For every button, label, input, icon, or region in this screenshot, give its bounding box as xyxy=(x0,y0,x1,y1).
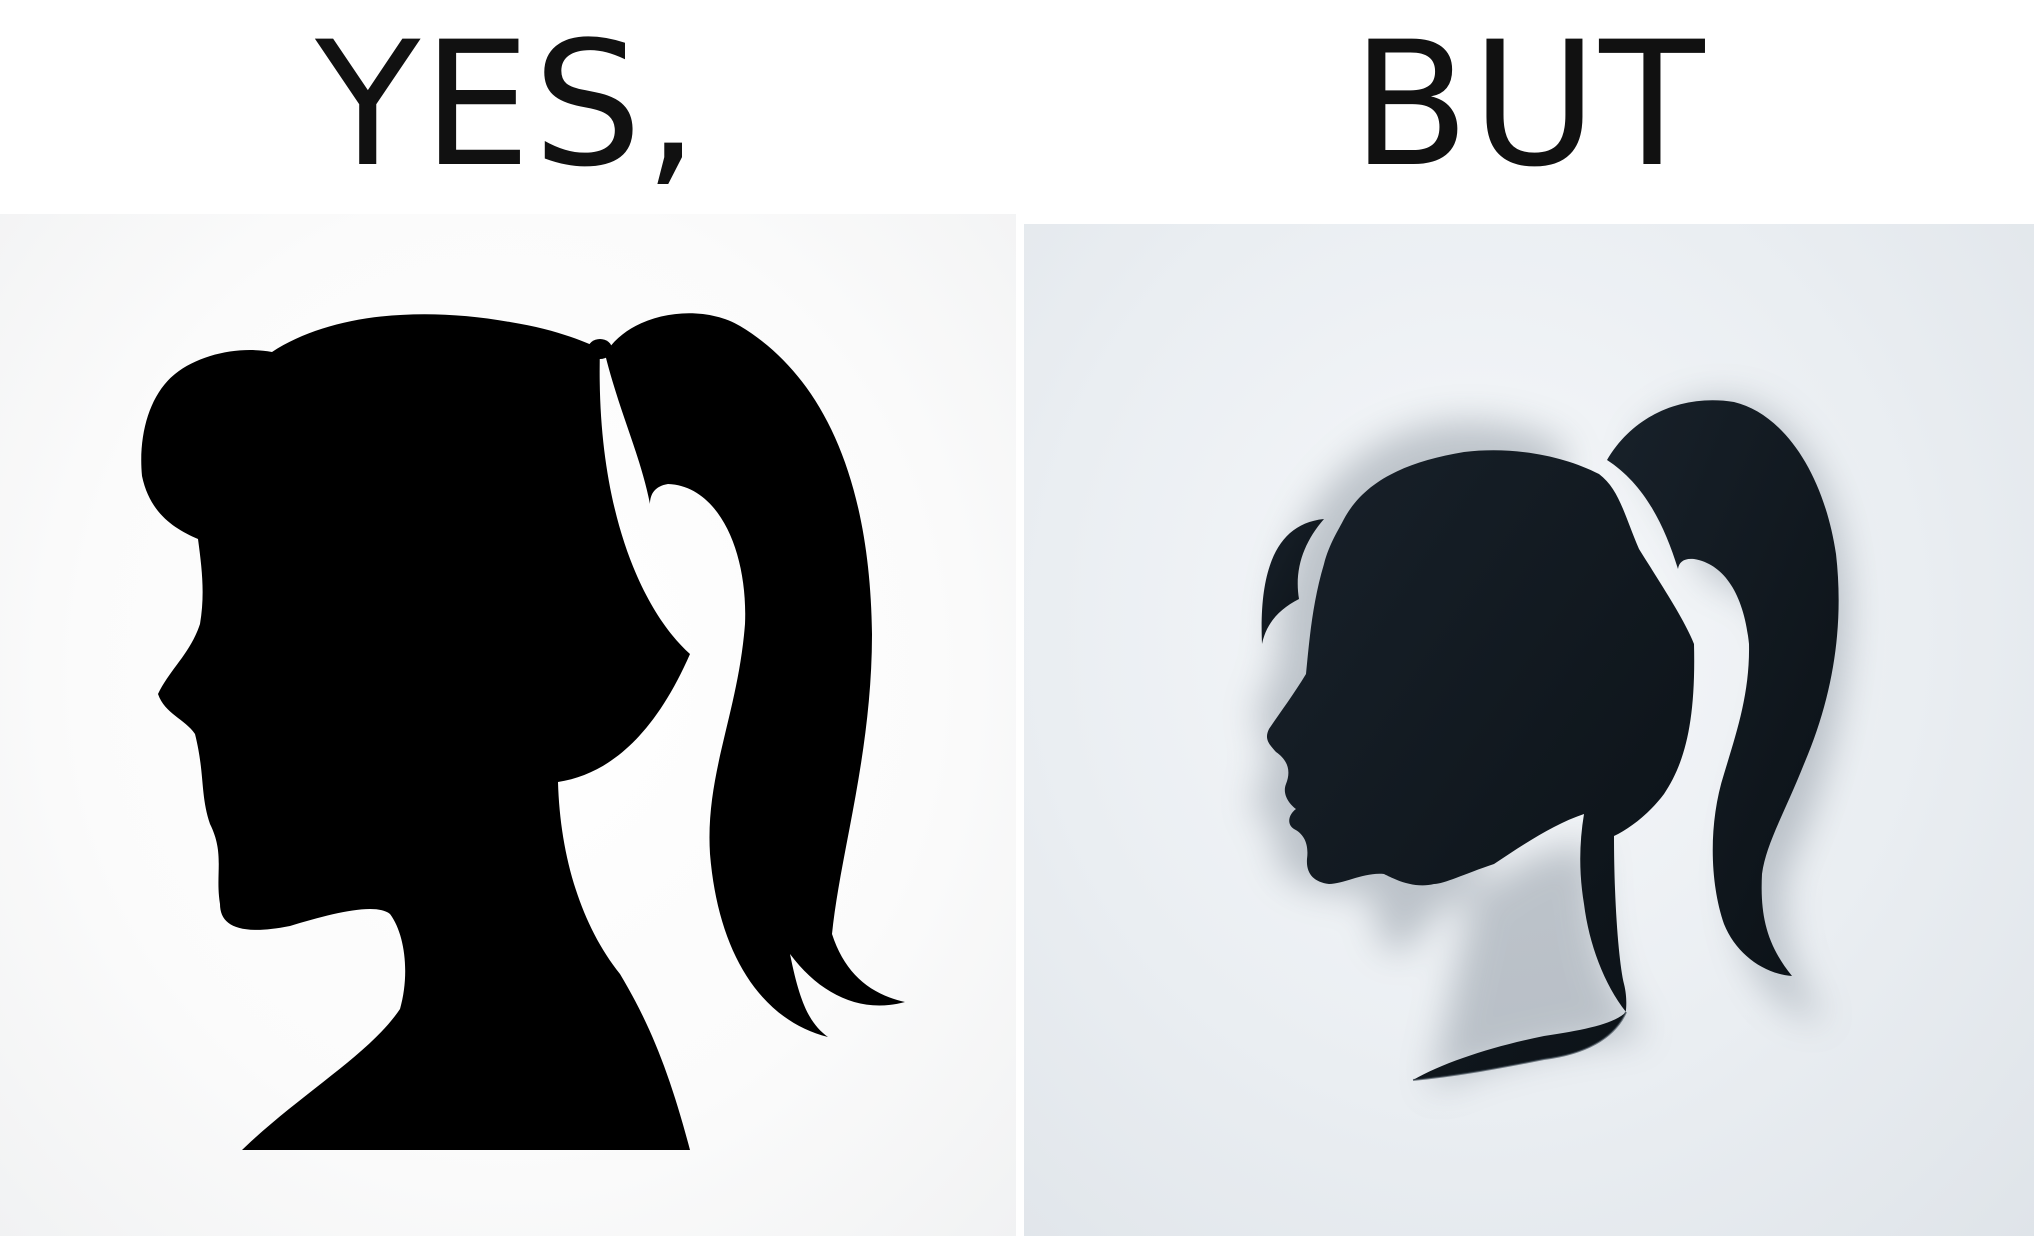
paper-cutout-icon xyxy=(1024,224,2034,1236)
woman-silhouette-icon xyxy=(0,214,1016,1236)
head-silhouette xyxy=(141,314,690,1150)
left-panel xyxy=(0,214,1016,1236)
right-panel xyxy=(1024,224,2034,1236)
caption-yes: YES, xyxy=(315,4,701,205)
caption-but: BUT xyxy=(1351,4,1707,205)
